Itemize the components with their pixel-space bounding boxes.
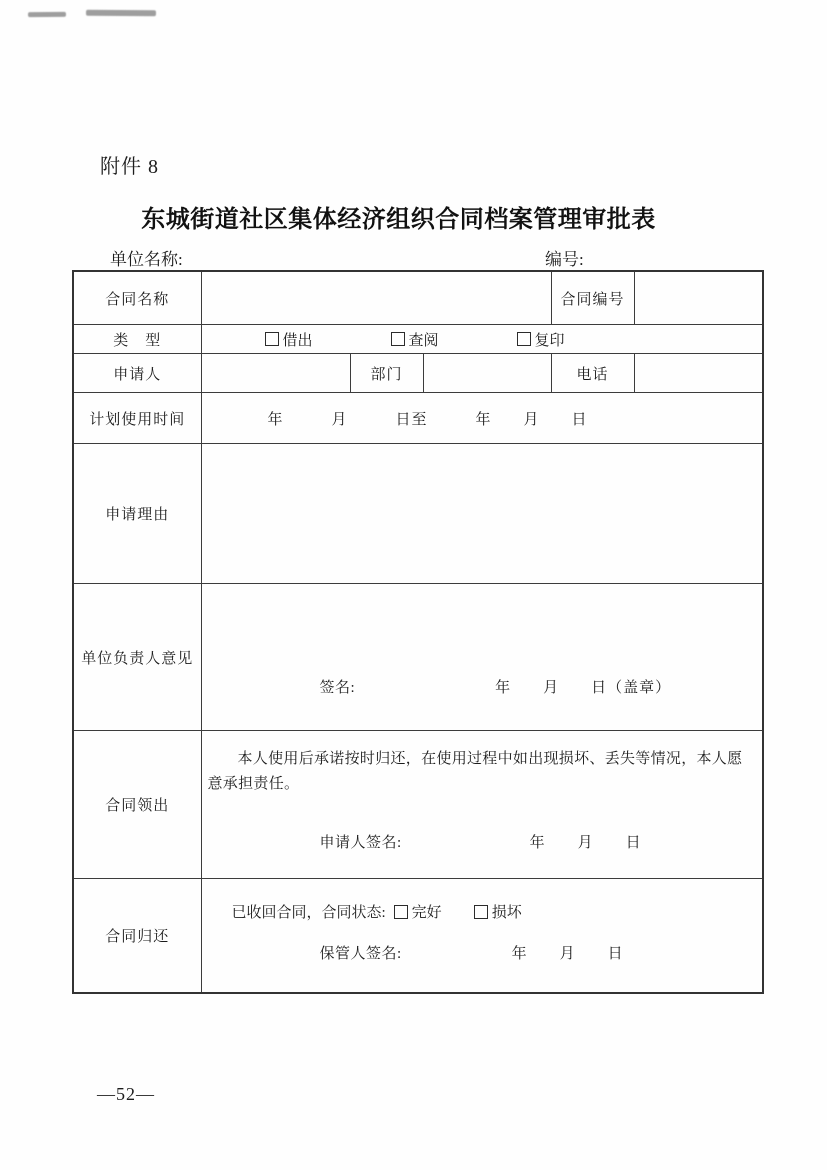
leader-opinion-label: 单位负责人意见 xyxy=(73,584,201,731)
return-status-label: 已收回合同，合同状态: xyxy=(231,905,386,921)
checkout-cell xyxy=(201,731,763,879)
checkout-label: 合同领出 xyxy=(73,731,201,879)
return-status-line xyxy=(232,901,763,922)
contract-no-field[interactable] xyxy=(634,271,763,325)
checkbox-icon[interactable] xyxy=(474,905,488,919)
subheader xyxy=(0,245,827,267)
checkout-sign-label: 申请人签名: xyxy=(319,835,402,851)
applicant-label: 申请人 xyxy=(73,354,201,393)
planned-time-field[interactable] xyxy=(201,393,763,444)
contract-name-field[interactable] xyxy=(201,271,551,325)
checkbox-label: 复印 xyxy=(534,332,565,349)
contract-no-label: 合同编号 xyxy=(551,271,634,325)
return-sign-label: 保管人签名: xyxy=(319,946,402,962)
leader-opinion-field[interactable] xyxy=(201,584,763,731)
phone-field[interactable] xyxy=(634,354,763,393)
checkbox-icon[interactable] xyxy=(394,905,408,919)
reason-field[interactable] xyxy=(201,444,763,584)
page-title: 东城街道社区集体经济组织合同档案管理审批表 xyxy=(141,206,656,233)
checkbox-label: 完好 xyxy=(411,905,442,921)
checkbox-label: 查阅 xyxy=(408,332,439,349)
row-contract-name xyxy=(73,271,763,325)
checkbox-label: 损坏 xyxy=(491,905,522,921)
row-contract-return xyxy=(73,879,763,994)
checkbox-label: 借出 xyxy=(282,332,313,349)
department-field[interactable] xyxy=(423,354,551,393)
row-type xyxy=(73,325,763,354)
department-label: 部门 xyxy=(350,354,423,393)
number-label: 编号: xyxy=(545,250,584,269)
row-applicant xyxy=(73,354,763,393)
type-label: 类 型 xyxy=(73,325,201,354)
checkbox-icon[interactable] xyxy=(391,332,405,346)
phone-label: 电话 xyxy=(551,354,634,393)
applicant-signature-line xyxy=(320,831,763,852)
approval-form-table xyxy=(72,270,764,994)
checkbox-option-review[interactable] xyxy=(391,329,439,350)
return-label: 合同归还 xyxy=(73,879,201,994)
custodian-signature-line xyxy=(320,942,763,963)
return-dateline: 年 月 日 xyxy=(511,946,624,962)
leader-signature-line xyxy=(320,676,763,697)
checkbox-option-intact[interactable] xyxy=(394,901,442,922)
page-number: —52— xyxy=(97,1084,155,1104)
applicant-field[interactable] xyxy=(201,354,350,393)
planned-time-dateline: 年 月 日至 年 月 日 xyxy=(267,411,588,428)
leader-sign-label: 签名: xyxy=(319,680,356,696)
scan-artifact xyxy=(28,12,66,17)
unit-name-label: 单位名称: xyxy=(110,250,183,269)
row-planned-time xyxy=(73,393,763,444)
leader-dateline: 年 月 日（盖章） xyxy=(495,680,672,696)
checkout-dateline: 年 月 日 xyxy=(529,835,642,851)
checkbox-icon[interactable] xyxy=(517,332,531,346)
checkbox-option-copy[interactable] xyxy=(517,329,565,350)
checkbox-icon[interactable] xyxy=(265,332,279,346)
scan-artifact xyxy=(86,10,156,16)
reason-label: 申请理由 xyxy=(73,444,201,584)
row-contract-checkout xyxy=(73,731,763,879)
planned-time-label: 计划使用时间 xyxy=(73,393,201,444)
checkbox-option-damaged[interactable] xyxy=(474,901,522,922)
type-options-cell xyxy=(201,325,763,354)
checkbox-option-borrow[interactable] xyxy=(265,329,313,350)
return-cell xyxy=(201,879,763,994)
contract-name-label: 合同名称 xyxy=(73,271,201,325)
checkout-statement: 本人使用后承诺按时归还，在使用过程中如出现损坏、丢失等情况，本人愿意承担责任。 xyxy=(207,751,743,792)
type-options xyxy=(265,329,763,350)
row-leader-opinion xyxy=(73,584,763,731)
row-reason xyxy=(73,444,763,584)
attachment-label: 附件 8 xyxy=(100,156,159,178)
